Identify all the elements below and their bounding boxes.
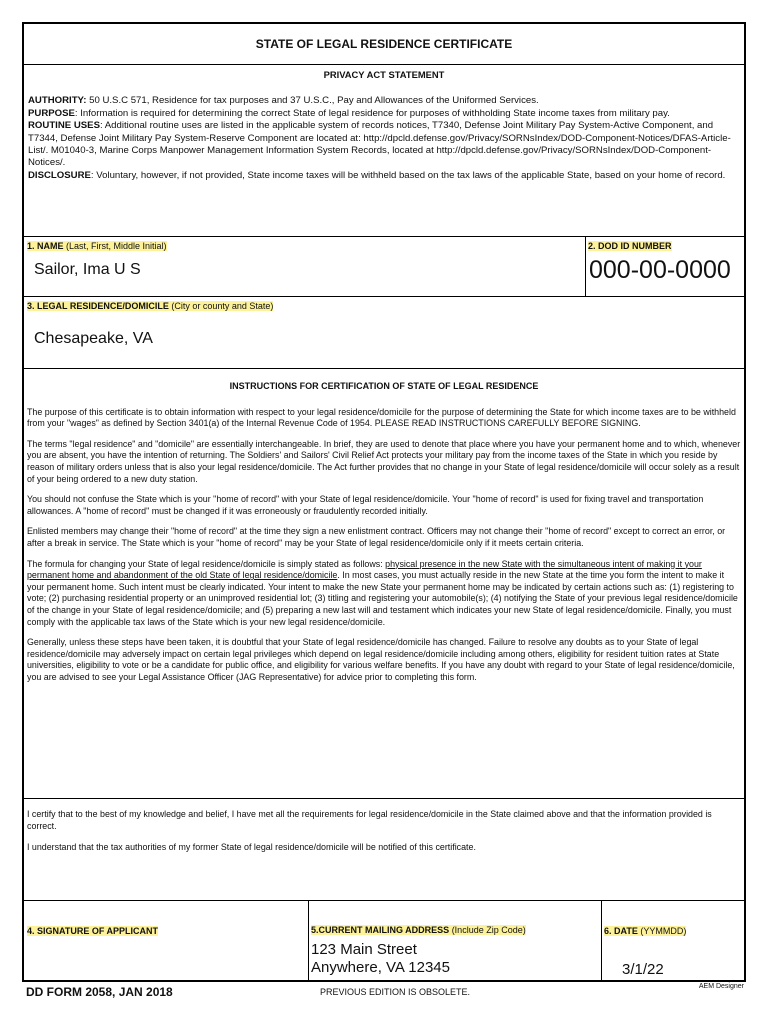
- residence-label-sub: (City or county and State): [168, 301, 274, 311]
- purpose-text: : Information is required for determining the correct State of legal residence for purposes of withholding State income taxes from military pay.: [74, 107, 670, 119]
- authority-paragraph: [28, 95, 740, 107]
- instructions-paragraph: The terms "legal residence" and "domicile" are essentially interchangeable. In brief, they are used to denote that place where you have your permanent home and to which, whenever you are absent, you have the intention of returning. The Soldiers' and Sailors' Civil Relief Act protects your military pay from the income taxes of the State in which you reside by reason of military orders unless that is also your legal residence/domicile. The Act further provides that no change in your State of legal residence/domicile will occur solely as a result of your being ordered to a new duty station.: [27, 438, 741, 484]
- designer-credit: AEM Designer: [698, 983, 744, 990]
- certification-statement: I certify that to the best of my knowledge and belief, I have met all the requirements for legal residence/domicile in the State claimed above and that the information provided is correct.: [27, 809, 712, 831]
- instructions-heading: INSTRUCTIONS FOR CERTIFICATION OF STATE OF LEGAL RESIDENCE: [229, 381, 539, 391]
- dod-id-value: 000-00-0000: [589, 256, 731, 284]
- residence-value: Chesapeake, VA: [34, 330, 153, 347]
- routine-uses-text: : Additional routine uses are listed in the applicable system of records notices, T7340, Defense Joint Military Pay System-Active Component, and T7344, Defense Joint Military Pay System-Reserve Component are located at: http://dpcld.defense.gov/Privacy/SORNsIndex/DOD-Component-Notices/DFAS-Article-List/. M01040-3, Marine Corps Manpower Management Information System Records, located at http://dpcld.defense.gov/Privacy/SORNsIndex/DOD-Component-Notices/.: [28, 120, 731, 169]
- privacy-act-statement: [24, 64, 744, 236]
- disclosure-text: : Voluntary, however, if not provided, State income taxes will be withheld based on the tax laws of the applicable State, based on your home of record.: [90, 169, 726, 181]
- address-label-sub: (Include Zip Code): [449, 925, 526, 935]
- legal-residence-form: [22, 22, 746, 982]
- form-id: DD FORM 2058, JAN 2018: [26, 985, 173, 999]
- instructions-paragraph: The purpose of this certificate is to obtain information with respect to your legal residence/domicile for the purpose of determining the State for which income taxes are to be withheld from your "wages" as defined by Section 3401(a) of the Internal Revenue Code of 1954. PLEASE READ INSTRUCTIONS CAREFULLY BEFORE SIGNING.: [27, 406, 736, 429]
- formula-underlined: physical presence in the new State with the simultaneous intent of making it your permanent home and abandonment of the old State of legal residence/domicile: [27, 558, 702, 581]
- address-value: [311, 941, 450, 977]
- instructions-paragraph: Generally, unless these steps have been taken, it is doubtful that your State of legal residence/domicile has changed. Failure to resolve any doubts as to your State of legal residence/domicile may adversely impact on certain legal privileges which depend on legal residence/domicile including among others, eligibility for resident tuition rates at State universities, eligibility to vote or be a candidate for public office, and eligibility for various welfare benefits. If you have any doubt with regard to your State of legal residence/domicile, you are advised to see your Legal Assistance Officer (JAG Representative) for advice prior to completing this form.: [27, 637, 735, 682]
- signature-row: [24, 900, 744, 982]
- residence-label: [27, 301, 273, 311]
- notification-statement: I understand that the tax authorities of my former State of legal residence/domicile will be notified of this certificate.: [27, 842, 476, 853]
- name-label-text: 1. NAME: [27, 241, 64, 251]
- dod-id-label: 2. DOD ID NUMBER: [588, 241, 672, 251]
- certification-section: [24, 798, 744, 900]
- address-line-1: 123 Main Street: [311, 941, 417, 958]
- form-footer: [22, 983, 746, 1003]
- name-label-sub: (Last, First, Middle Initial): [63, 241, 167, 251]
- routine-uses-paragraph: [28, 120, 740, 170]
- purpose-paragraph: [28, 108, 740, 120]
- signature-field[interactable]: [24, 901, 308, 982]
- mailing-address-field[interactable]: [309, 901, 601, 982]
- disclosure-paragraph: [28, 170, 740, 182]
- name-value: Sailor, Ima U S: [34, 261, 141, 278]
- formula-lead: The formula for changing your State of legal residence/domicile is simply stated as follows:: [27, 558, 386, 569]
- obsolete-notice: PREVIOUS EDITION IS OBSOLETE.: [320, 987, 471, 997]
- name-dod-row: [24, 236, 744, 296]
- address-line-2: Anywhere, VA 12345: [311, 959, 450, 976]
- name-label: [27, 241, 167, 251]
- address-label: [311, 925, 526, 935]
- authority-label: AUTHORITY:: [28, 95, 87, 107]
- date-label-sub: (YYMMDD): [637, 926, 687, 936]
- form-title: STATE OF LEGAL RESIDENCE CERTIFICATE: [255, 37, 513, 51]
- instructions-paragraph-formula: [27, 559, 741, 629]
- privacy-heading: PRIVACY ACT STATEMENT: [323, 69, 445, 80]
- signature-label: 4. SIGNATURE OF APPLICANT: [27, 926, 159, 936]
- name-field[interactable]: [24, 237, 585, 296]
- disclosure-label: DISCLOSURE: [28, 169, 91, 181]
- residence-label-text: 3. LEGAL RESIDENCE/DOMICILE: [27, 301, 169, 311]
- instructions-section: [24, 368, 744, 798]
- instructions-paragraph: You should not confuse the State which is your "home of record" with your State of legal residence/domicile. Your "home of record" is used for fixing travel and transportation allowances. A "home of record" must be changed if it was erroneously or fraudulently recorded initially.: [27, 494, 704, 516]
- date-label: [604, 926, 686, 936]
- formula-rest: . In most cases, you must actually reside in the new State at the time you form the intent to make it your permanent home. Such intent must be clearly indicated. Your intent to make the new State your permanent home may be indicated by certain actions such as: (1) registering to vote; (2) purchasing residential property or an unimproved residential lot; (3) titling and registering your automobile(s); (4) notifying the State of your previous legal residence/domicile of the change in your State of legal residence/domicile; and (5) preparing a new last will and testament which indicates your new State of legal residence/domicile. Finally, you must comply with the applicable tax laws of the State which is your new legal residence/domicile.: [27, 570, 738, 627]
- address-label-text: 5.CURRENT MAILING ADDRESS: [311, 925, 450, 935]
- authority-text: 50 U.S.C 571, Residence for tax purposes and 37 U.S.C., Pay and Allowances of the Uniformed Services.: [86, 95, 539, 107]
- date-field[interactable]: [602, 901, 744, 982]
- date-label-text: 6. DATE: [604, 926, 638, 936]
- residence-field[interactable]: [24, 296, 744, 368]
- purpose-label: PURPOSE: [28, 107, 75, 119]
- date-value: 3/1/22: [622, 961, 664, 978]
- instructions-paragraph: Enlisted members may change their "home of record" at the time they sign a new enlistment contract. Officers may not change their "home of record" except to correct an error, or after a break in service. The State which is your "home of record" may be your State of legal residence/domicile only if it meets certain criteria.: [27, 526, 726, 548]
- dod-id-field[interactable]: [586, 237, 744, 296]
- routine-uses-label: ROUTINE USES: [28, 120, 100, 132]
